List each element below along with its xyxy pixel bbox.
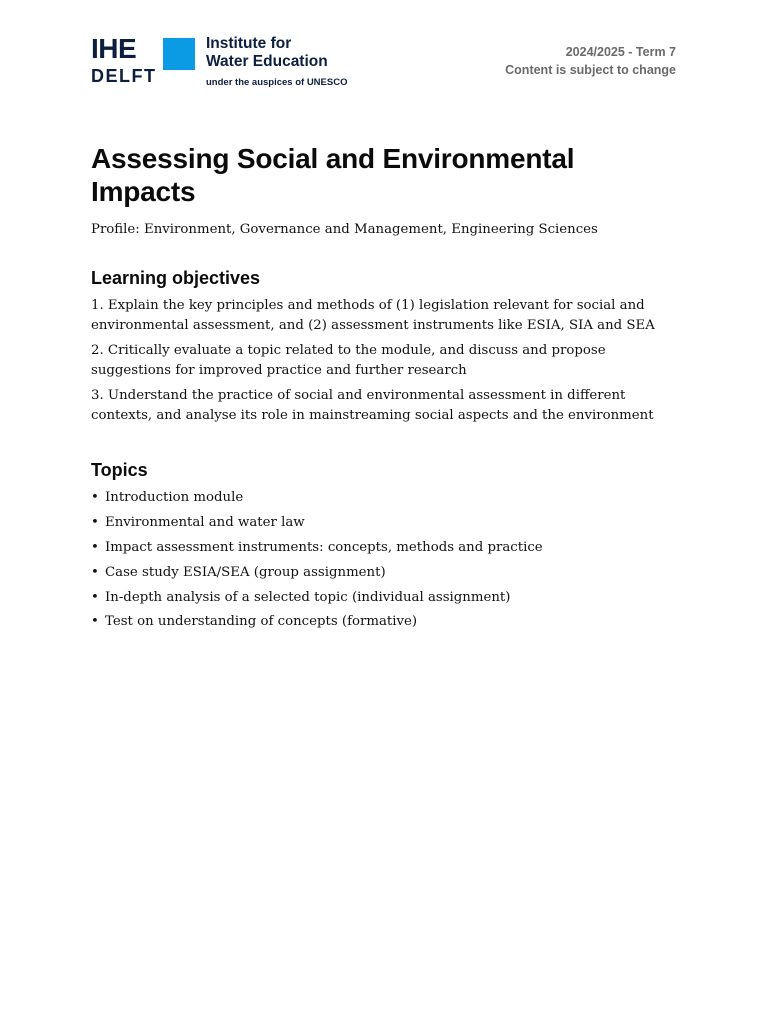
topic-text: Case study ESIA/SEA (group assignment)	[105, 564, 386, 580]
topic-text: Introduction module	[105, 490, 244, 505]
module-content	[91, 142, 681, 637]
learning-objective: 3. Understand the practice of social and environmental assessment in different contexts, and analyse its role in mainstreaming social aspects and the environment	[91, 388, 654, 423]
logo-mark-delft: DELFT	[91, 66, 157, 86]
term-label: 2024/2025 - Term 7	[565, 45, 676, 59]
logo-tagline: under the auspices of UNESCO	[206, 77, 348, 88]
topic-text: Test on understanding of concepts (formative)	[105, 614, 418, 630]
logo-mark-ihe: IHE	[91, 33, 137, 64]
topics-list	[91, 488, 681, 632]
bullet-icon: •	[91, 589, 99, 605]
topic-item	[91, 588, 681, 608]
topic-item	[91, 563, 681, 583]
module-title: Assessing Social and Environmental Impacts	[91, 143, 575, 207]
logo-blue-square	[163, 38, 195, 70]
learning-objective: 1. Explain the key principles and methods of (1) legislation relevant for social and environmental assessment, and (2) assessment instruments like ESIA, SIA and SEA	[91, 298, 655, 333]
bullet-icon: •	[91, 514, 99, 530]
topic-item	[91, 612, 681, 632]
ihe-delft-logo	[91, 33, 371, 90]
topic-item	[91, 538, 681, 558]
logo-wordmark	[206, 35, 376, 90]
change-notice: Content is subject to change	[505, 63, 676, 77]
topic-text: In-depth analysis of a selected topic (individual assignment)	[105, 589, 511, 605]
topics-heading: Topics	[91, 460, 148, 480]
module-profile: Profile: Environment, Governance and Management, Engineering Sciences	[91, 222, 598, 237]
bullet-icon: •	[91, 614, 99, 630]
topic-text: Impact assessment instruments: concepts, methods and practice	[105, 539, 543, 555]
bullet-icon: •	[91, 539, 99, 555]
learning-objectives-list	[91, 296, 681, 426]
logo-mark	[91, 33, 195, 88]
logo-name-line1: Institute for	[206, 35, 292, 52]
topic-item	[91, 488, 681, 508]
topic-item	[91, 513, 681, 533]
term-info	[505, 43, 676, 79]
logo-name-line2: Water Education	[206, 53, 328, 70]
topic-text: Environmental and water law	[105, 514, 305, 530]
bullet-icon: •	[91, 490, 99, 505]
learning-objective: 2. Critically evaluate a topic related to the module, and discuss and propose suggestions for improved practice and further research	[91, 343, 606, 378]
learning-objectives-heading: Learning objectives	[91, 268, 261, 288]
bullet-icon: •	[91, 564, 99, 580]
